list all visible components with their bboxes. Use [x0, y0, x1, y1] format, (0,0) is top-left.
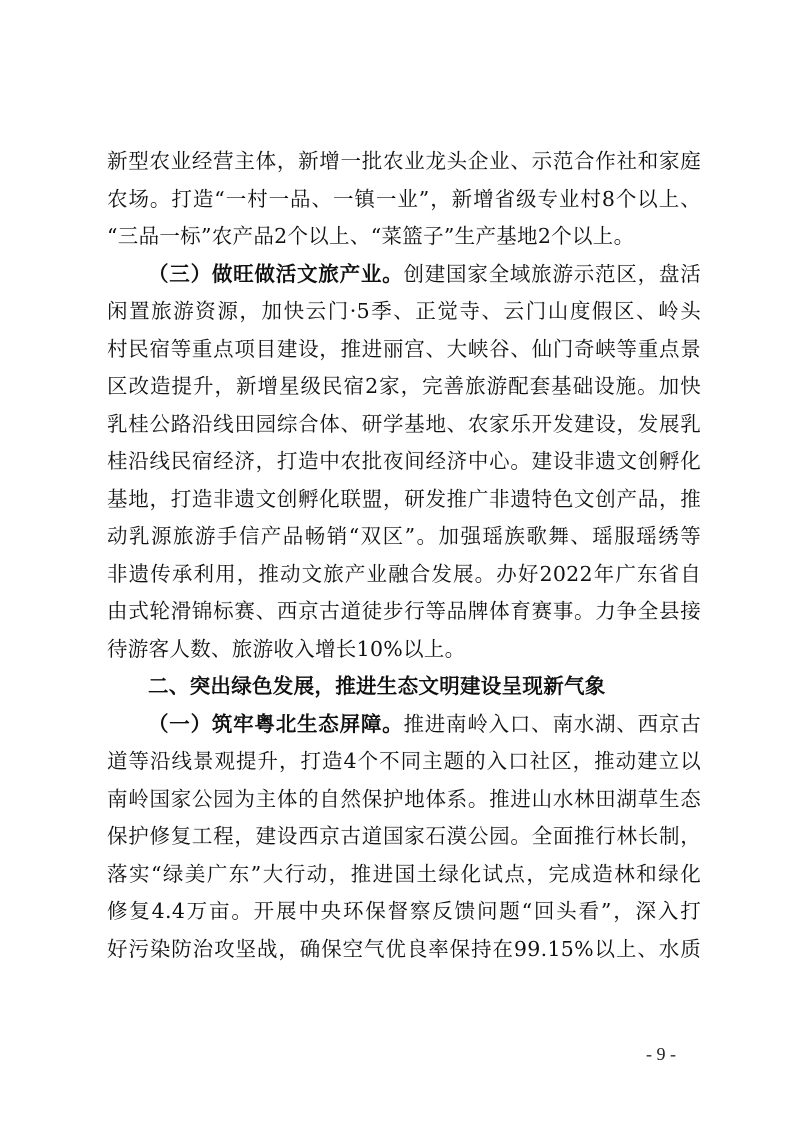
text-line: 南岭国家公园为主体的自然保护地体系。推进山水林田湖草生态 — [107, 786, 701, 811]
text-line: 区改造提升，新增星级民宿2家，完善旅游配套基础设施。加快 — [107, 374, 701, 398]
text-line: 保护修复工程，建设西京古道国家石漠公园。全面推行林长制， — [107, 824, 701, 848]
paragraph-first-line — [107, 256, 701, 294]
paragraph-first-line — [107, 706, 701, 744]
text-line: 非遗传承利用，推动文旅产业融合发展。办好2022年广东省自 — [107, 561, 701, 586]
text-line: 动乳源旅游手信产品畅销“双区”。加强瑶族歌舞、瑶服瑶绣等 — [107, 524, 701, 548]
text-line: 道等沿线景观提升，打造4个不同主题的入口社区，推动建立以 — [107, 749, 701, 773]
section-subtitle: （三）做旺做活文旅产业。 — [148, 261, 404, 286]
text-line: 好污染防治攻坚战，确保空气优良率保持在99.15%以上、水质 — [107, 936, 701, 961]
document-body — [107, 143, 701, 968]
text-line: 修复4.4万亩。开展中央环保督察反馈问题“回头看”，深入打 — [107, 899, 701, 923]
paragraph-agriculture-continued — [107, 143, 701, 256]
section-subtitle: （一）筑牢粤北生态屏障。 — [148, 711, 404, 736]
text-span: 创建国家全域旅游示范区，盘活 — [403, 261, 701, 286]
paragraph-ecological-barrier — [107, 706, 701, 969]
text-line: 桂沿线民宿经济，打造中农批夜间经济中心。建设非遗文创孵化 — [107, 449, 701, 473]
text-line: “三品一标”农产品2个以上、“菜篮子”生产基地2个以上。 — [107, 224, 635, 248]
text-line: 乳桂公路沿线田园综合体、研学基地、农家乐开发建设，发展乳 — [107, 411, 701, 436]
text-line: 新型农业经营主体，新增一批农业龙头企业、示范合作社和家庭 — [107, 149, 701, 173]
text-line: 闲置旅游资源，加快云门·5季、正觉寺、云门山度假区、岭头 — [107, 299, 701, 323]
section-heading: 二、突出绿色发展，推进生态文明建设呈现新气象 — [148, 674, 606, 698]
text-span: 推进南岭入口、南水湖、西京古 — [403, 711, 701, 736]
text-line: 农场。打造“一村一品、一镇一业”，新增省级专业村8个以上、 — [107, 186, 701, 211]
text-line: 由式轮滑锦标赛、西京古道徒步行等品牌体育赛事。力争全县接 — [107, 599, 701, 623]
text-line: 落实“绿美广东”大行动，推进国土绿化试点，完成造林和绿化 — [107, 861, 701, 886]
paragraph-culture-tourism — [107, 256, 701, 669]
page-number: - 9 - — [646, 1044, 676, 1064]
text-line: 村民宿等重点项目建设，推进丽宫、大峡谷、仙门奇峡等重点景 — [107, 336, 701, 361]
text-line: 待游客人数、旅游收入增长10%以上。 — [107, 636, 466, 661]
text-line: 基地，打造非遗文创孵化联盟，研发推广非遗特色文创产品，推 — [107, 486, 701, 511]
